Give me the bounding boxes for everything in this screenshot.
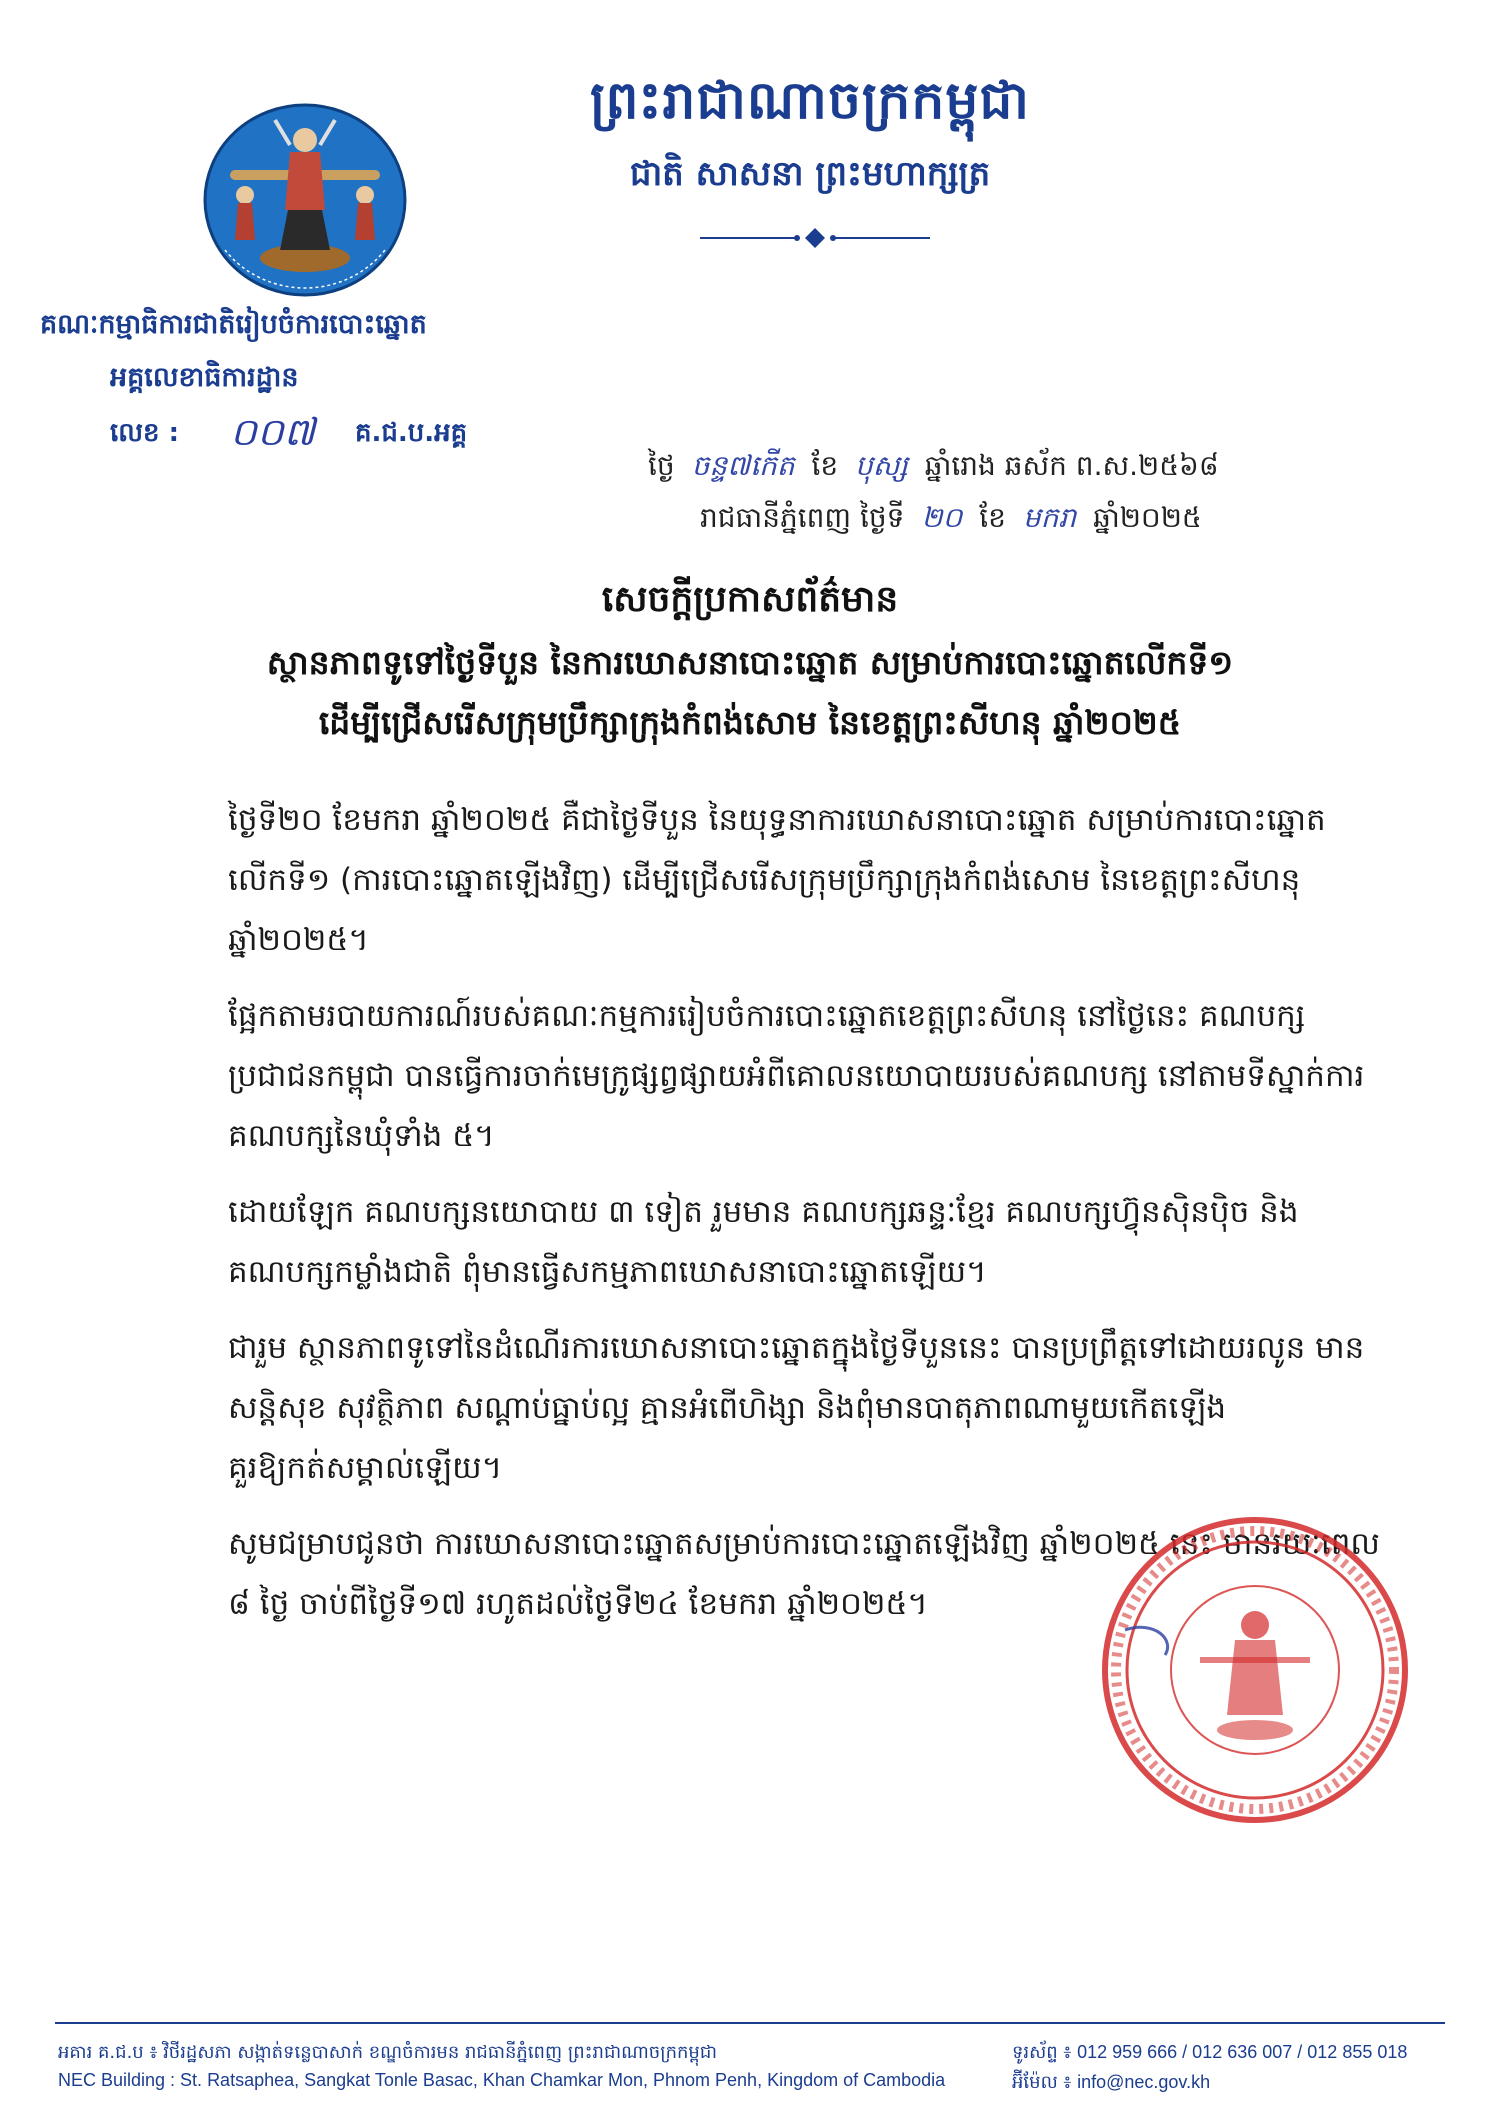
lunar-prefix: ថ្ងៃ: [648, 449, 675, 482]
solar-prefix: រាជធានីភ្នំពេញ ថ្ងៃទី: [700, 501, 905, 534]
body-paragraph-2: ផ្អែកតាមរបាយការណ៍របស់គណៈកម្មការរៀបចំការបោះឆ្នោតខេត្តព្រះសីហនុ នៅថ្ងៃនេះ គណបក្សប្រជាជនកម្ពុជា បានធ្វើការចាក់មេក្រូផ្សព្វផ្សាយអំពីគោលនយោបាយរបស់គណបក្ស នៅតាមទីស្នាក់ការគណបក្សនៃឃុំទាំង ៥។: [228, 998, 1365, 1154]
footer-address-en: NEC Building : St. Ratsaphea, Sangkat Tonle Basac, Khan Chamkar Mon, Phnom Penh, Kingdom of Cambodia: [58, 2070, 946, 2090]
phone-value: 012 959 666 / 012 636 007 / 012 855 018: [1077, 2042, 1408, 2062]
title-line-3: ដើម្បីជ្រើសរើសក្រុមប្រឹក្សាក្រុងកំពង់សោម នៃខេត្តព្រះសីហនុ ឆ្នាំ២០២៥: [318, 703, 1182, 742]
agency-block: [40, 308, 540, 400]
solar-month-handwritten: មករា: [1022, 501, 1077, 534]
kingdom-header: [560, 68, 1060, 202]
official-seal: [1095, 1510, 1415, 1830]
email-value: info@nec.gov.kh: [1077, 2072, 1211, 2092]
nec-logo: [190, 100, 510, 300]
solar-day-handwritten: ២០: [921, 501, 963, 534]
ref-number-handwritten: ០០៧: [230, 410, 315, 454]
solar-month-prefix: ខែ: [979, 501, 1006, 534]
lunar-date-line: [648, 448, 1219, 489]
ornament-divider: [700, 226, 930, 250]
ref-code: គ.ជ.ប.អគ្គ: [355, 418, 468, 448]
lunar-suffix: ឆ្នាំរោង ឆស័ក ព.ស.២៥៦៨: [924, 449, 1219, 482]
body-paragraph-1: ថ្ងៃទី២០ ខែមករា ឆ្នាំ២០២៥ គឺជាថ្ងៃទីបួន នៃយុទ្ធនាការឃោសនាបោះឆ្នោត សម្រាប់ការបោះឆ្នោតលើកទី១ (ការបោះឆ្នោតឡើងវិញ) ដើម្បីជ្រើសរើសក្រុមប្រឹក្សាក្រុងកំពង់សោម នៃខេត្តព្រះសីហនុ ឆ្នាំ២០២៥។: [228, 802, 1326, 958]
body-paragraph-4: ជារួម ស្ថានភាពទូទៅនៃដំណើរការឃោសនាបោះឆ្នោតក្នុងថ្ងៃទីបួននេះ បានប្រព្រឹត្តទៅដោយរលូន មានសន្តិសុខ សុវត្ថិភាព សណ្តាប់ធ្នាប់ល្អ គ្មានអំពើហិង្សា និងពុំមានបាតុភាពណាមួយកើតឡើងគួរឱ្យកត់សម្គាល់ឡើយ។: [228, 1330, 1365, 1486]
kingdom-title: ព្រះរាជាណាចក្រកម្ពុជា: [590, 71, 1030, 131]
title-line-2: ស្ថានភាពទូទៅថ្ងៃទីបួន នៃការឃោសនាបោះឆ្នោត សម្រាប់ការបោះឆ្នោតលើកទី១: [266, 643, 1234, 682]
body-paragraph-5: សូមជម្រាបជូនថា ការឃោសនាបោះឆ្នោតសម្រាប់ការបោះឆ្នោតឡើងវិញ ឆ្នាំ២០២៥ នេះ មានរយៈពេល ៨ ថ្ងៃ ចាប់ពីថ្ងៃទី១៧ រហូតដល់ថ្ងៃទី២៤ ខែមករា ឆ្នាំ២០២៥។: [228, 1526, 1380, 1622]
footer-phone: [1012, 2040, 1407, 2067]
agency-department: អគ្គលេខាធិការដ្ឋាន: [110, 362, 299, 393]
email-label: អ៊ីម៉ែល ៖: [1012, 2072, 1072, 2093]
reference-number: [100, 408, 500, 458]
title-line-1: សេចក្តីប្រកាសព័ត៌មាន: [601, 579, 899, 620]
footer-email: [1012, 2070, 1210, 2097]
lunar-month-prefix: ខែ: [811, 449, 839, 482]
solar-date-line: [700, 500, 1202, 541]
solar-suffix: ឆ្នាំ២០២៥: [1093, 501, 1202, 534]
national-motto: ជាតិ សាសនា ព្រះមហាក្សត្រ: [629, 154, 991, 194]
lunar-day-handwritten: ចន្ទ៧កើត: [691, 449, 795, 482]
footer-address-km: អគារ គ.ជ.ប ៖ វិថីរដ្ឋសភា សង្កាត់ទន្លេបាសាក់ ខណ្ឌចំការមន រាជធានីភ្នំពេញ ព្រះរាជាណាចក្រកម្ពុជា: [58, 2042, 717, 2063]
ref-label: លេខ :: [110, 418, 179, 448]
footer-divider: [55, 2022, 1445, 2024]
lunar-month-handwritten: បុស្ស: [855, 449, 908, 482]
body-paragraph-3: ដោយឡែក គណបក្សនយោបាយ ៣ ទៀត រួមមាន គណបក្សឆន្ទៈខ្មែរ គណបក្សហ៊្វុនស៊ិនប៉ិច និងគណបក្សកម្លាំងជាតិ ពុំមានធ្វើសកម្មភាពឃោសនាបោះឆ្នោតឡើយ។: [228, 1194, 1299, 1290]
agency-name: គណៈកម្មាធិការជាតិរៀបចំការបោះឆ្នោត: [40, 309, 427, 340]
document-title: [140, 576, 1360, 751]
phone-label: ទូរស័ព្ទ ៖: [1012, 2042, 1072, 2063]
